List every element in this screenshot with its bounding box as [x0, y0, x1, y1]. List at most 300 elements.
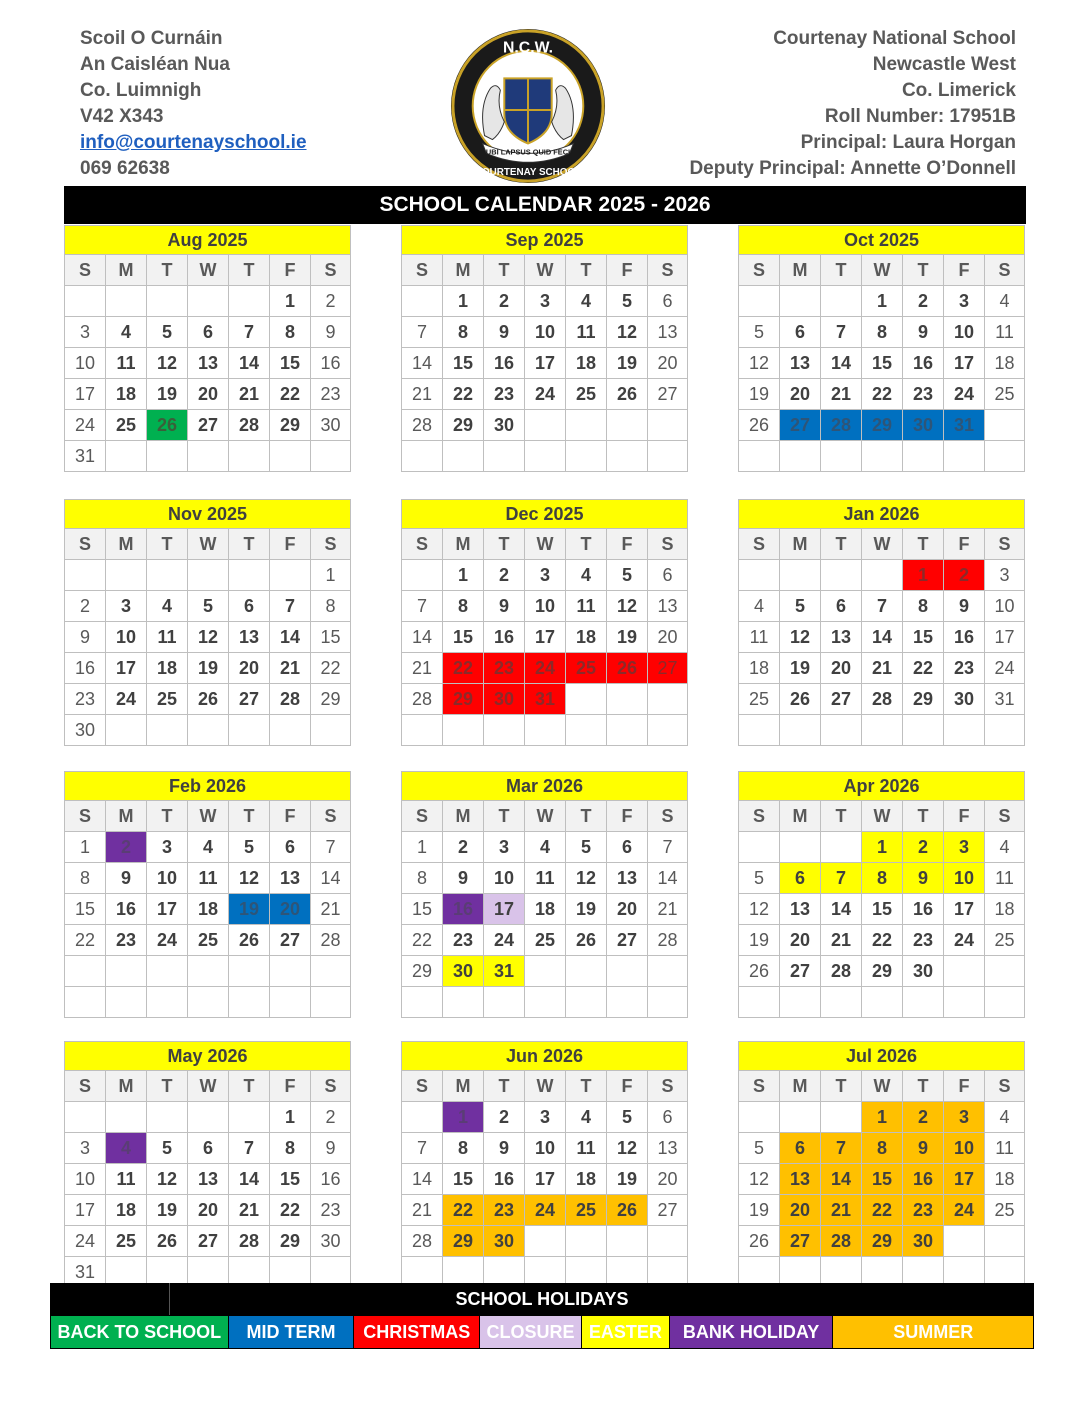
weekday-header: S [648, 801, 688, 832]
month-jul-2026 [738, 1041, 1025, 1288]
day-cell: 14 [821, 1164, 862, 1195]
day-cell: 20 [648, 348, 688, 379]
empty-cell [985, 715, 1025, 746]
school-address-english [689, 26, 1016, 182]
day-cell: 25 [566, 379, 607, 410]
day-cell: 5 [607, 286, 648, 317]
empty-cell [821, 1102, 862, 1133]
weekday-header: T [484, 255, 525, 286]
day-cell: 5 [607, 560, 648, 591]
empty-cell [985, 987, 1025, 1018]
month-nov-2025 [64, 499, 351, 746]
day-cell: 8 [443, 1133, 484, 1164]
day-cell: 3 [944, 1102, 985, 1133]
empty-cell [566, 956, 607, 987]
empty-cell [188, 441, 229, 472]
day-cell: 6 [607, 832, 648, 863]
legend-header [50, 1283, 1034, 1315]
weekday-header: M [106, 529, 147, 560]
day-cell: 17 [106, 653, 147, 684]
day-cell: 21 [311, 894, 351, 925]
empty-cell [525, 987, 566, 1018]
weekday-header: F [270, 529, 311, 560]
day-cell: 4 [566, 560, 607, 591]
day-cell: 17 [65, 1195, 106, 1226]
day-cell: 24 [106, 684, 147, 715]
day-cell: 2 [311, 286, 351, 317]
day-cell: 19 [229, 894, 270, 925]
day-cell: 22 [443, 379, 484, 410]
day-cell: 15 [862, 1164, 903, 1195]
empty-cell [525, 410, 566, 441]
day-cell: 30 [311, 410, 351, 441]
day-cell: 4 [106, 1133, 147, 1164]
day-cell: 1 [443, 560, 484, 591]
day-cell: 20 [188, 1195, 229, 1226]
day-cell: 17 [525, 348, 566, 379]
day-cell: 4 [985, 286, 1025, 317]
day-cell: 7 [402, 591, 443, 622]
day-cell: 29 [862, 1226, 903, 1257]
empty-cell [566, 441, 607, 472]
day-cell: 27 [780, 956, 821, 987]
empty-cell [402, 1102, 443, 1133]
day-cell: 20 [821, 653, 862, 684]
day-cell: 11 [147, 622, 188, 653]
day-cell: 7 [821, 317, 862, 348]
day-cell: 1 [443, 286, 484, 317]
day-cell: 10 [525, 317, 566, 348]
day-cell: 20 [780, 1195, 821, 1226]
day-cell: 25 [147, 684, 188, 715]
day-cell: 5 [566, 832, 607, 863]
day-cell: 27 [821, 684, 862, 715]
day-cell: 3 [525, 1102, 566, 1133]
day-cell: 10 [106, 622, 147, 653]
day-cell: 29 [270, 410, 311, 441]
day-cell: 11 [985, 317, 1025, 348]
legend-bank-holiday: BANK HOLIDAY [670, 1316, 834, 1348]
day-cell: 29 [443, 410, 484, 441]
day-cell: 27 [780, 410, 821, 441]
day-cell: 28 [862, 684, 903, 715]
day-cell: 25 [525, 925, 566, 956]
day-cell: 1 [862, 832, 903, 863]
month-jun-2026 [401, 1041, 688, 1288]
day-cell: 31 [484, 956, 525, 987]
day-cell: 17 [484, 894, 525, 925]
day-cell: 11 [985, 1133, 1025, 1164]
empty-cell [106, 987, 147, 1018]
day-cell: 6 [188, 1133, 229, 1164]
email-link[interactable]: info@courtenayschool.ie [80, 132, 307, 153]
weekday-header: M [780, 255, 821, 286]
empty-cell [484, 715, 525, 746]
day-cell: 11 [566, 317, 607, 348]
day-cell: 11 [985, 863, 1025, 894]
day-cell: 10 [944, 863, 985, 894]
month-dec-2025 [401, 499, 688, 746]
day-cell: 1 [443, 1102, 484, 1133]
day-cell: 27 [188, 410, 229, 441]
empty-cell [607, 441, 648, 472]
day-cell: 26 [607, 653, 648, 684]
empty-cell [821, 286, 862, 317]
day-cell: 5 [188, 591, 229, 622]
day-cell: 22 [862, 379, 903, 410]
empty-cell [106, 715, 147, 746]
day-cell: 30 [311, 1226, 351, 1257]
month-name: Apr 2026 [739, 772, 1025, 801]
day-cell: 24 [985, 653, 1025, 684]
day-cell: 10 [944, 1133, 985, 1164]
empty-cell [65, 956, 106, 987]
weekday-header: F [944, 1071, 985, 1102]
empty-cell [106, 1102, 147, 1133]
day-cell: 6 [780, 1133, 821, 1164]
empty-cell [402, 715, 443, 746]
weekday-header: F [607, 801, 648, 832]
day-cell: 10 [944, 317, 985, 348]
day-cell: 3 [484, 832, 525, 863]
day-cell: 2 [903, 286, 944, 317]
day-cell: 4 [566, 286, 607, 317]
day-cell: 16 [106, 894, 147, 925]
day-cell: 19 [566, 894, 607, 925]
day-cell: 17 [147, 894, 188, 925]
empty-cell [566, 987, 607, 1018]
weekday-header: T [484, 801, 525, 832]
day-cell: 15 [270, 1164, 311, 1195]
day-cell: 15 [65, 894, 106, 925]
day-cell: 7 [229, 1133, 270, 1164]
address-line: Co. Limerick [901, 80, 1016, 101]
weekday-header: S [985, 255, 1025, 286]
day-cell: 8 [862, 1133, 903, 1164]
day-cell: 15 [443, 348, 484, 379]
weekday-header: W [188, 801, 229, 832]
day-cell: 30 [484, 410, 525, 441]
day-cell: 28 [648, 925, 688, 956]
day-cell: 10 [147, 863, 188, 894]
empty-cell [944, 715, 985, 746]
day-cell: 12 [147, 348, 188, 379]
month-name: Mar 2026 [402, 772, 688, 801]
empty-cell [229, 715, 270, 746]
day-cell: 19 [607, 622, 648, 653]
day-cell: 7 [862, 591, 903, 622]
day-cell: 11 [566, 1133, 607, 1164]
month-name: Dec 2025 [402, 500, 688, 529]
day-cell: 24 [944, 925, 985, 956]
day-cell: 29 [862, 410, 903, 441]
day-cell: 29 [862, 956, 903, 987]
empty-cell [648, 1226, 688, 1257]
day-cell: 21 [821, 1195, 862, 1226]
empty-cell [944, 987, 985, 1018]
empty-cell [147, 560, 188, 591]
day-cell: 28 [402, 410, 443, 441]
empty-cell [65, 286, 106, 317]
day-cell: 31 [65, 441, 106, 472]
weekday-header: T [903, 1071, 944, 1102]
day-cell: 5 [147, 317, 188, 348]
day-cell: 1 [270, 286, 311, 317]
weekday-header: M [443, 1071, 484, 1102]
day-cell: 3 [65, 317, 106, 348]
empty-cell [106, 441, 147, 472]
weekday-header: S [402, 529, 443, 560]
empty-cell [739, 1102, 780, 1133]
empty-cell [188, 286, 229, 317]
empty-cell [525, 715, 566, 746]
empty-cell [443, 987, 484, 1018]
empty-cell [188, 1102, 229, 1133]
weekday-header: T [229, 801, 270, 832]
day-cell: 7 [402, 317, 443, 348]
month-may-2026 [64, 1041, 351, 1288]
day-cell: 18 [106, 1195, 147, 1226]
empty-cell [229, 441, 270, 472]
day-cell: 6 [780, 317, 821, 348]
weekday-header: T [484, 1071, 525, 1102]
weekday-header: S [65, 1071, 106, 1102]
empty-cell [147, 715, 188, 746]
day-cell: 8 [65, 863, 106, 894]
legend-title: SCHOOL HOLIDAYS [455, 1289, 629, 1309]
day-cell: 22 [65, 925, 106, 956]
day-cell: 9 [65, 622, 106, 653]
empty-cell [402, 987, 443, 1018]
day-cell: 2 [65, 591, 106, 622]
empty-cell [739, 832, 780, 863]
day-cell: 21 [270, 653, 311, 684]
weekday-header: F [944, 255, 985, 286]
month-sep-2025 [401, 225, 688, 472]
day-cell: 7 [821, 1133, 862, 1164]
day-cell: 12 [739, 894, 780, 925]
day-cell: 4 [985, 1102, 1025, 1133]
empty-cell [525, 441, 566, 472]
empty-cell [821, 560, 862, 591]
day-cell: 26 [780, 684, 821, 715]
day-cell: 17 [65, 379, 106, 410]
weekday-header: S [739, 529, 780, 560]
day-cell: 18 [566, 348, 607, 379]
month-name: Feb 2026 [65, 772, 351, 801]
day-cell: 14 [821, 348, 862, 379]
day-cell: 18 [985, 1164, 1025, 1195]
roll-number: Roll Number: 17951B [824, 106, 1016, 127]
day-cell: 2 [903, 832, 944, 863]
weekday-header: T [147, 529, 188, 560]
day-cell: 24 [147, 925, 188, 956]
day-cell: 21 [229, 379, 270, 410]
empty-cell [484, 441, 525, 472]
day-cell: 23 [903, 1195, 944, 1226]
empty-cell [944, 441, 985, 472]
month-name: Nov 2025 [65, 500, 351, 529]
day-cell: 22 [862, 925, 903, 956]
weekday-header: T [566, 801, 607, 832]
school-crest-logo [449, 27, 607, 185]
day-cell: 9 [903, 1133, 944, 1164]
day-cell: 25 [566, 1195, 607, 1226]
day-cell: 8 [862, 317, 903, 348]
empty-cell [739, 715, 780, 746]
empty-cell [903, 441, 944, 472]
day-cell: 27 [648, 379, 688, 410]
day-cell: 3 [106, 591, 147, 622]
empty-cell [780, 832, 821, 863]
day-cell: 14 [648, 863, 688, 894]
day-cell: 4 [525, 832, 566, 863]
legend-closure: CLOSURE [480, 1316, 582, 1348]
day-cell: 23 [484, 653, 525, 684]
day-cell: 28 [311, 925, 351, 956]
day-cell: 4 [106, 317, 147, 348]
day-cell: 23 [106, 925, 147, 956]
weekday-header: S [648, 529, 688, 560]
weekday-header: F [270, 255, 311, 286]
day-cell: 27 [780, 1226, 821, 1257]
day-cell: 26 [739, 410, 780, 441]
empty-cell [648, 410, 688, 441]
day-cell: 9 [311, 317, 351, 348]
day-cell: 20 [648, 622, 688, 653]
day-cell: 21 [229, 1195, 270, 1226]
day-cell: 24 [525, 1195, 566, 1226]
day-cell: 5 [739, 317, 780, 348]
day-cell: 15 [311, 622, 351, 653]
day-cell: 8 [402, 863, 443, 894]
weekday-header: F [607, 529, 648, 560]
day-cell: 21 [862, 653, 903, 684]
day-cell: 26 [147, 410, 188, 441]
empty-cell [566, 410, 607, 441]
empty-cell [147, 987, 188, 1018]
empty-cell [739, 987, 780, 1018]
day-cell: 20 [188, 379, 229, 410]
day-cell: 28 [402, 1226, 443, 1257]
day-cell: 9 [106, 863, 147, 894]
day-cell: 23 [903, 379, 944, 410]
day-cell: 19 [147, 1195, 188, 1226]
school-name: Courtenay National School [773, 28, 1016, 49]
day-cell: 30 [443, 956, 484, 987]
weekday-header: S [402, 1071, 443, 1102]
empty-cell [188, 987, 229, 1018]
day-cell: 19 [607, 1164, 648, 1195]
weekday-header: F [607, 255, 648, 286]
day-cell: 1 [862, 1102, 903, 1133]
weekday-header: M [780, 529, 821, 560]
empty-cell [607, 987, 648, 1018]
day-cell: 26 [739, 1226, 780, 1257]
day-cell: 18 [147, 653, 188, 684]
day-cell: 20 [607, 894, 648, 925]
empty-cell [188, 956, 229, 987]
empty-cell [780, 987, 821, 1018]
day-cell: 6 [270, 832, 311, 863]
day-cell: 27 [648, 1195, 688, 1226]
weekday-header: T [903, 801, 944, 832]
weekday-header: T [147, 801, 188, 832]
empty-cell [147, 441, 188, 472]
weekday-header: S [311, 1071, 351, 1102]
day-cell: 16 [944, 622, 985, 653]
empty-cell [985, 1226, 1025, 1257]
day-cell: 26 [229, 925, 270, 956]
day-cell: 6 [821, 591, 862, 622]
empty-cell [311, 956, 351, 987]
day-cell: 14 [229, 1164, 270, 1195]
address-line: Co. Luimnigh [80, 80, 202, 101]
weekday-header: M [106, 801, 147, 832]
day-cell: 11 [106, 1164, 147, 1195]
weekday-header: T [821, 1071, 862, 1102]
day-cell: 24 [525, 379, 566, 410]
month-name: Jun 2026 [402, 1042, 688, 1071]
weekday-header: S [648, 1071, 688, 1102]
empty-cell [821, 987, 862, 1018]
day-cell: 17 [525, 622, 566, 653]
day-cell: 15 [402, 894, 443, 925]
day-cell: 14 [229, 348, 270, 379]
empty-cell [780, 441, 821, 472]
empty-cell [862, 560, 903, 591]
empty-cell [65, 1102, 106, 1133]
day-cell: 30 [944, 684, 985, 715]
day-cell: 18 [566, 622, 607, 653]
day-cell: 20 [270, 894, 311, 925]
weekday-header: S [311, 255, 351, 286]
empty-cell [270, 715, 311, 746]
day-cell: 12 [739, 1164, 780, 1195]
day-cell: 22 [862, 1195, 903, 1226]
empty-cell [903, 987, 944, 1018]
day-cell: 8 [862, 863, 903, 894]
day-cell: 16 [903, 348, 944, 379]
weekday-header: W [862, 255, 903, 286]
empty-cell [525, 1226, 566, 1257]
day-cell: 19 [739, 925, 780, 956]
empty-cell [821, 832, 862, 863]
empty-cell [607, 684, 648, 715]
day-cell: 26 [566, 925, 607, 956]
day-cell: 19 [188, 653, 229, 684]
empty-cell [607, 956, 648, 987]
day-cell: 16 [311, 1164, 351, 1195]
day-cell: 17 [944, 894, 985, 925]
weekday-header: W [862, 801, 903, 832]
day-cell: 2 [311, 1102, 351, 1133]
day-cell: 22 [443, 1195, 484, 1226]
empty-cell [270, 560, 311, 591]
weekday-header: M [106, 255, 147, 286]
day-cell: 12 [147, 1164, 188, 1195]
day-cell: 20 [648, 1164, 688, 1195]
weekday-header: F [270, 801, 311, 832]
day-cell: 19 [739, 1195, 780, 1226]
weekday-header: S [985, 529, 1025, 560]
day-cell: 14 [862, 622, 903, 653]
empty-cell [443, 441, 484, 472]
day-cell: 1 [402, 832, 443, 863]
day-cell: 2 [484, 286, 525, 317]
weekday-header: W [525, 255, 566, 286]
day-cell: 31 [65, 1257, 106, 1288]
